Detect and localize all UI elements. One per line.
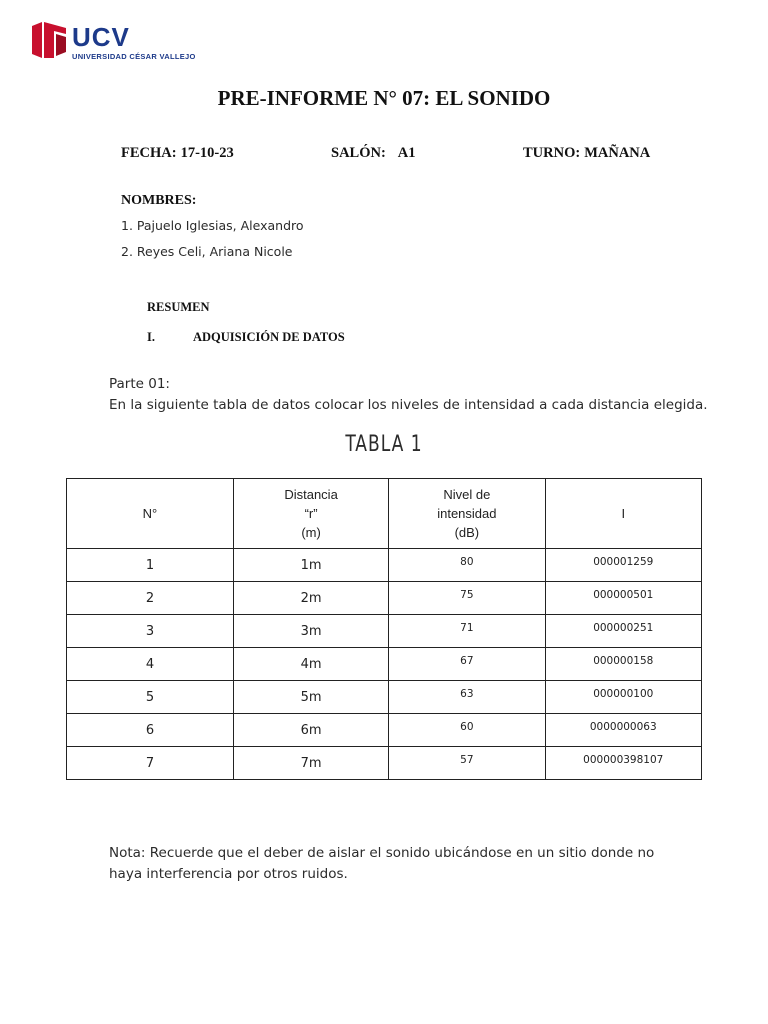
cell-intensidad: 000000501 <box>545 582 701 615</box>
table-row <box>67 582 702 615</box>
ucv-logo <box>32 22 202 64</box>
cell-intensidad: 000000251 <box>545 615 701 648</box>
cell-distancia: 2m <box>233 582 388 615</box>
cell-distancia: 7m <box>233 747 388 780</box>
cell-nivel: 60 <box>389 714 545 747</box>
student-name: 1. Pajuelo Iglesias, Alexandro <box>121 218 304 233</box>
cell-intensidad: 0000000063 <box>545 714 701 747</box>
fecha-label: FECHA: <box>121 145 177 161</box>
table-row <box>67 714 702 747</box>
cell-n: 4 <box>67 648 234 681</box>
resumen-heading: RESUMEN <box>147 300 210 314</box>
cell-nivel: 57 <box>389 747 545 780</box>
table-row <box>67 615 702 648</box>
note-text: Nota: Recuerde que el deber de aislar el sonido ubicándose en un sitio donde no haya interferencia por otros ruidos. <box>109 845 655 882</box>
table-row <box>67 648 702 681</box>
cell-distancia: 4m <box>233 648 388 681</box>
fecha-field <box>121 145 234 162</box>
cell-n: 5 <box>67 681 234 714</box>
cell-distancia: 1m <box>233 549 388 582</box>
table-row <box>67 681 702 714</box>
table-row <box>67 747 702 780</box>
section-number: I. <box>147 330 155 344</box>
cell-intensidad: 000001259 <box>545 549 701 582</box>
page-title: PRE-INFORME N° 07: EL SONIDO <box>217 86 551 110</box>
header-n: N° <box>67 479 234 549</box>
fecha-value: 17-10-23 <box>180 145 234 161</box>
cell-n: 1 <box>67 549 234 582</box>
cell-n: 7 <box>67 747 234 780</box>
header-intensidad: I <box>545 479 701 549</box>
cell-intensidad: 000000398107 <box>545 747 701 780</box>
table-header-row <box>67 479 702 549</box>
student-name: 2. Reyes Celi, Ariana Nicole <box>121 244 293 259</box>
cell-nivel: 71 <box>389 615 545 648</box>
cell-distancia: 3m <box>233 615 388 648</box>
cell-distancia: 5m <box>233 681 388 714</box>
logo-subtext: UNIVERSIDAD CÉSAR VALLEJO <box>72 52 196 61</box>
ucv-shield-icon <box>32 22 66 58</box>
table-title: TABLA 1 <box>345 431 423 457</box>
header-distancia: Distancia “r” (m) <box>233 479 388 549</box>
salon-label: SALÓN: <box>331 145 386 161</box>
cell-nivel: 67 <box>389 648 545 681</box>
logo-text: UCV <box>72 22 130 52</box>
cell-n: 2 <box>67 582 234 615</box>
cell-nivel: 80 <box>389 549 545 582</box>
data-table <box>66 478 702 780</box>
salon-field <box>331 145 416 162</box>
cell-nivel: 63 <box>389 681 545 714</box>
cell-intensidad: 000000100 <box>545 681 701 714</box>
cell-n: 3 <box>67 615 234 648</box>
salon-value: A1 <box>397 145 416 161</box>
turno-value: MAÑANA <box>584 145 651 161</box>
nombres-heading: NOMBRES: <box>121 193 197 208</box>
parte-label: Parte 01: <box>109 376 170 392</box>
turno-label: TURNO: <box>523 145 581 161</box>
cell-n: 6 <box>67 714 234 747</box>
turno-field <box>523 145 650 162</box>
header-nivel: Nivel de intensidad (dB) <box>389 479 545 549</box>
section-title: ADQUISICIÓN DE DATOS <box>193 330 345 344</box>
cell-nivel: 75 <box>389 582 545 615</box>
cell-intensidad: 000000158 <box>545 648 701 681</box>
instruction-text: En la siguiente tabla de datos colocar los niveles de intensidad a cada distancia elegida. <box>109 397 708 413</box>
table-row <box>67 549 702 582</box>
cell-distancia: 6m <box>233 714 388 747</box>
